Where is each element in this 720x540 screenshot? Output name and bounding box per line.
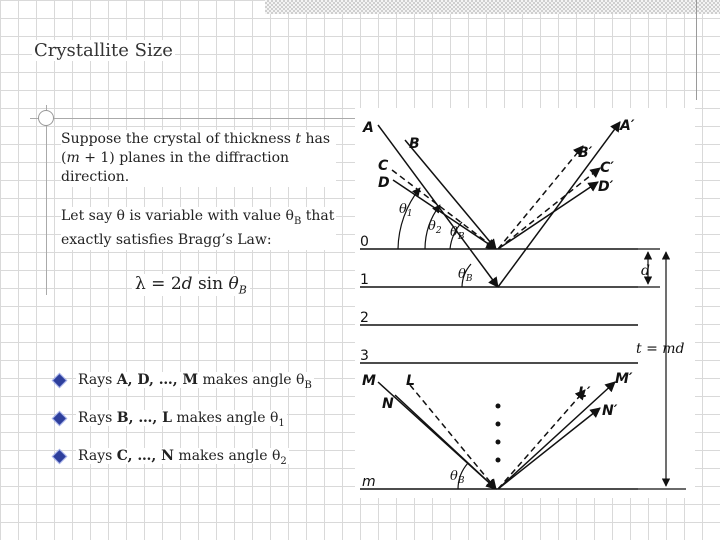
ray-N-diffracted	[498, 408, 600, 489]
para1-text-c: + 1) planes in the diffraction direction.	[61, 150, 290, 185]
bullet-pre: Rays	[78, 372, 117, 388]
ray-B-diffracted	[498, 146, 583, 249]
ray-label-A-prime: A′	[620, 118, 635, 134]
thickness-label: t = md	[636, 341, 685, 357]
ray-label-L-prime: L′	[578, 385, 591, 401]
bullet-post: makes angle θ	[173, 448, 281, 464]
thetaB-label-top: $\theta_B$	[450, 225, 465, 242]
ray-label-B: B	[409, 136, 420, 152]
ray-A-incident	[378, 125, 498, 287]
formula-lhs: λ = 2	[135, 274, 182, 294]
plane-label-3: 3	[360, 348, 369, 364]
plane-label-1: 1	[360, 272, 369, 288]
formula-sin: sin	[192, 274, 229, 294]
ray-label-N: N	[382, 396, 394, 412]
ray-label-A: A	[363, 120, 374, 136]
bullet-rays: B, …, L	[116, 410, 172, 426]
para1-text-b: has (	[61, 131, 331, 166]
para2-text-a: Let say θ is variable with value θ	[61, 208, 294, 224]
ray-label-D-prime: D′	[598, 179, 614, 195]
ray-label-N-prime: N′	[602, 403, 618, 419]
para2-subscript: B	[293, 215, 302, 227]
thetaB-label-plane1: $\theta_B$	[458, 267, 473, 284]
ellipsis-dots	[496, 404, 501, 463]
plane-label-0: 0	[360, 234, 369, 250]
ray-N-incident	[395, 395, 496, 489]
bullet-sub: 1	[278, 417, 285, 429]
plane-count-variable: m	[66, 150, 80, 166]
theta1-label: $\theta_1$	[399, 202, 413, 219]
bullet-sub: B	[304, 379, 312, 391]
bullet-rays: C, …, N	[116, 448, 174, 464]
plane-label-m: m	[362, 474, 376, 490]
ray-L-diffracted	[498, 390, 585, 489]
bullet-post: makes angle θ	[198, 372, 305, 388]
formula-theta: θ	[228, 274, 239, 294]
thickness-variable: t	[295, 131, 302, 147]
slide-title: Crystallite Size	[34, 40, 173, 61]
ray-label-M: M	[362, 373, 376, 389]
ray-M-diffracted	[498, 382, 615, 489]
ray-C-diffracted	[498, 168, 600, 249]
ray-label-C: C	[378, 158, 389, 174]
theta2-label: $\theta_2$	[428, 219, 442, 236]
thetaB-label-bottom: $\theta_B$	[450, 469, 465, 486]
ray-label-M-prime: M′	[615, 371, 633, 387]
plane-label-2: 2	[360, 310, 369, 326]
formula-d: d	[181, 274, 193, 294]
bullet-rays: A, D, …, M	[116, 372, 199, 388]
spacing-d-label: d	[641, 263, 650, 279]
bullet-pre: Rays	[78, 448, 117, 464]
bullet-sub: 2	[280, 455, 287, 467]
para2-text-b: that exactly satisfies Bragg’s Law:	[61, 208, 335, 248]
ray-D-diffracted	[498, 182, 598, 249]
ray-label-C-prime: C′	[600, 160, 614, 176]
ray-label-B-prime: B′	[578, 145, 593, 161]
para1-text-a: Suppose the crystal of thickness	[61, 131, 296, 147]
bullet-pre: Rays	[78, 410, 117, 426]
bullet-post: makes angle θ	[171, 410, 279, 426]
ray-label-D: D	[378, 175, 390, 191]
formula-subscript: B	[238, 283, 247, 297]
ray-A-diffracted	[498, 122, 620, 287]
ray-label-L: L	[406, 373, 415, 389]
